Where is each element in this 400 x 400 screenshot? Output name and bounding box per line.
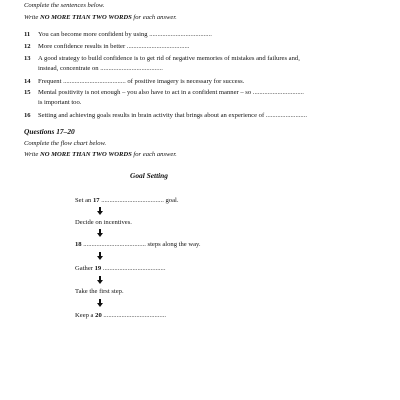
flowchart-step-post: ...................................... bbox=[101, 265, 166, 272]
flowchart-step-pre: Take the first step. bbox=[75, 288, 124, 295]
flowchart-step-pre: Set an bbox=[75, 197, 93, 204]
question-number: 14 bbox=[24, 78, 31, 85]
flowchart-step-number: 20 bbox=[95, 312, 102, 319]
flowchart-step-number: 19 bbox=[94, 265, 102, 272]
instruction-word-limit-c: for each answer. bbox=[131, 151, 177, 158]
instruction-complete-sentences: Complete the sentences below. bbox=[24, 2, 105, 9]
question-text: Setting and achieving goals results in brain activity that brings about an experience of ......................... bbox=[38, 112, 307, 119]
flowchart-step bbox=[75, 197, 179, 205]
flowchart-step-number: 18 bbox=[75, 241, 82, 248]
flowchart-step bbox=[75, 265, 165, 273]
instruction-word-limit-c: for each answer. bbox=[131, 14, 177, 21]
down-arrow-icon bbox=[97, 299, 103, 307]
instruction-word-limit bbox=[24, 151, 177, 159]
section-heading: Questions 17–20 bbox=[24, 127, 75, 136]
question-text: Mental positivity is not enough – you also have to act in a confident manner – so ............................... bbox=[38, 89, 304, 96]
flowchart-step-post: ...................................... bbox=[101, 312, 167, 319]
flowchart-step-pre: Keep a bbox=[75, 312, 96, 319]
flowchart-title: Goal Setting bbox=[130, 171, 168, 180]
instruction-word-limit-b: NO MORE THAN TWO WORDS bbox=[39, 14, 132, 21]
flowchart-step-post: ...................................... goal. bbox=[99, 197, 179, 204]
question-text: More confidence results in better ...................................... bbox=[38, 43, 190, 50]
instruction-word-limit-b: NO MORE THAN TWO WORDS bbox=[39, 151, 132, 158]
instruction-word-limit-a: Write bbox=[24, 14, 40, 21]
flowchart-step-number: 17 bbox=[92, 197, 100, 204]
flowchart-step-pre: Gather bbox=[75, 265, 95, 272]
question-text-continued: is important too. bbox=[38, 99, 82, 106]
instruction-complete-flowchart: Complete the flow chart below. bbox=[24, 140, 107, 147]
question-number: 11 bbox=[24, 31, 31, 38]
down-arrow-icon bbox=[97, 207, 103, 215]
down-arrow-icon bbox=[97, 276, 103, 284]
question-text: Frequent ...................................... of positive imagery is necessary for success. bbox=[38, 78, 245, 85]
question-number: 15 bbox=[24, 89, 31, 96]
question-number: 16 bbox=[24, 112, 31, 119]
flowchart-step bbox=[75, 312, 166, 320]
flowchart-step bbox=[75, 288, 124, 296]
flowchart-step bbox=[75, 219, 132, 227]
instruction-word-limit bbox=[24, 14, 177, 22]
question-number: 12 bbox=[24, 43, 31, 50]
down-arrow-icon bbox=[97, 229, 103, 237]
question-text-continued: instead, concentrate on ...................................... bbox=[38, 65, 163, 72]
flowchart-step-pre: Decide on incentives. bbox=[75, 219, 132, 226]
instruction-word-limit-a: Write bbox=[24, 151, 40, 158]
flowchart-step bbox=[75, 241, 201, 249]
flowchart-step-post: ...................................... steps along the way. bbox=[81, 241, 201, 248]
question-text: A good strategy to build confidence is to get rid of negative memories of mistakes and failures and, bbox=[38, 55, 300, 62]
question-text: You can become more confident by using ...................................... bbox=[38, 31, 212, 38]
down-arrow-icon bbox=[97, 252, 103, 260]
question-number: 13 bbox=[24, 55, 31, 62]
